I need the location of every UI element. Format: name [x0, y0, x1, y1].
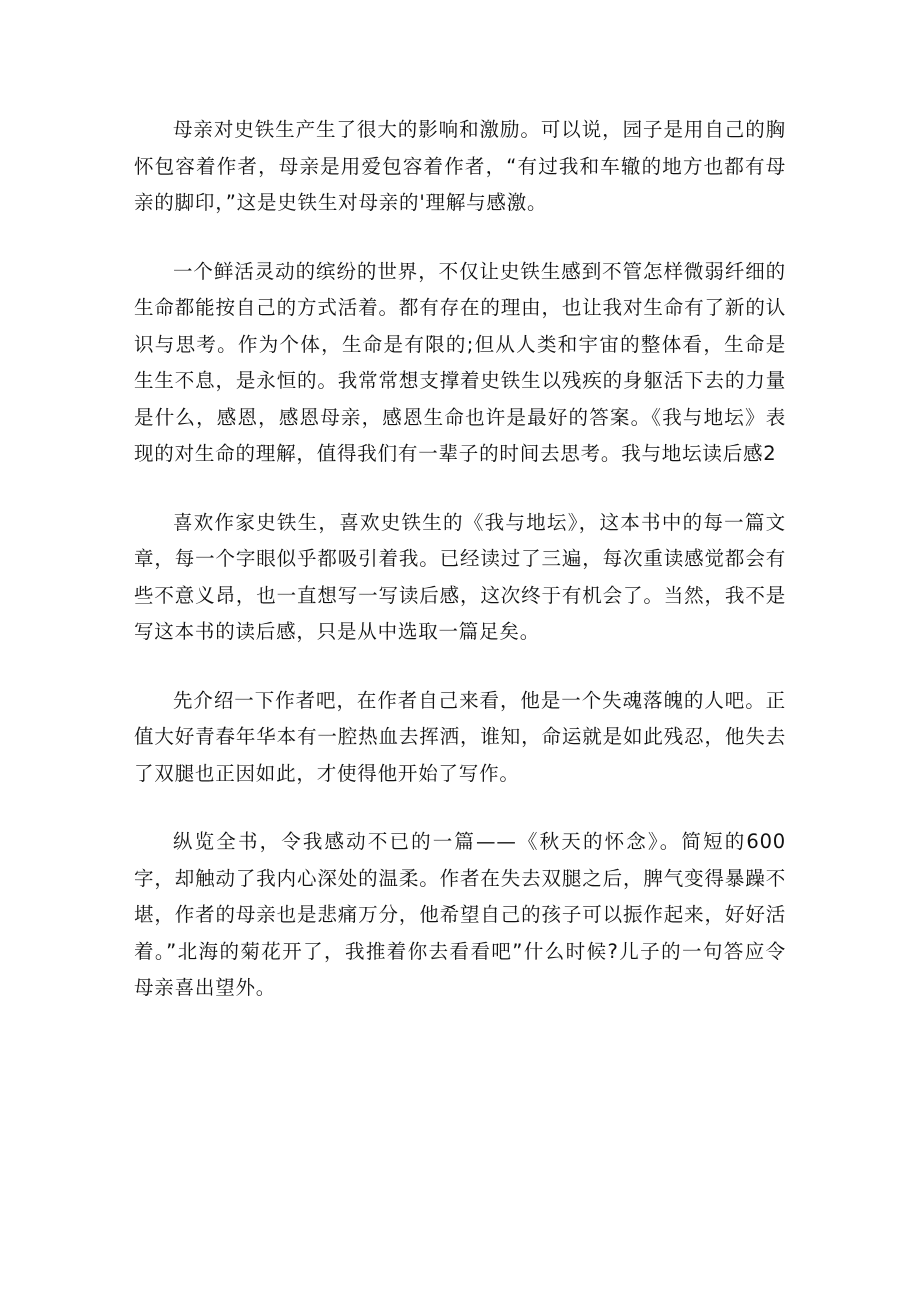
paragraph-3: 喜欢作家史铁生，喜欢史铁生的《我与地坛》，这本书中的每一篇文章，每一个字眼似乎都吸引着我。已经读过了三遍，每次重读感觉都会有些不意义昂，也一直想写一写读后感，这次终于有机会了。当然，我不是写这本书的读后感，只是从中选取一篇足矣。 — [134, 510, 786, 643]
paragraph-4: 先介绍一下作者吧，在作者自己来看，他是一个失魂落魄的人吧。正值大好青春年华本有一腔热血去挥洒，谁知，命运就是如此残忍，他失去了双腿也正因如此，才使得他开始了写作。 — [134, 688, 786, 785]
paragraph-1: 母亲对史铁生产生了很大的影响和激励。可以说，园子是用自己的胸怀包容着作者，母亲是用爱包容着作者，“有过我和车辙的地方也都有母亲的脚印，”这是史铁生对母亲的'理解与感激。 — [134, 118, 786, 214]
paragraph-2: 一个鲜活灵动的缤纷的世界，不仅让史铁生感到不管怎样微弱纤细的生命都能按自己的方式活着。都有存在的理由，也让我对生命有了新的认识与思考。作为个体，生命是有限的;但从人类和宇宙的整体看，生命是生生不息，是永恒的。我常常想支撑着史铁生以残疾的身躯活下去的力量是什么，感恩，感恩母亲，感恩生命也许是最好的答案。《我与地坛》表现的对生命的理解，值得我们有一辈子的时间去思考。我与地坛读后感2 — [134, 259, 786, 465]
paragraph-5: 纵览全书，令我感动不已的一篇——《秋天的怀念》。简短的600字，却触动了我内心深处的温柔。作者在失去双腿之后，脾气变得暴躁不堪，作者的母亲也是悲痛万分，他希望自己的孩子可以振作起来，好好活着。”北海的菊花开了，我推着你去看看吧”什么时候?儿子的一句答应令母亲喜出望外。 — [134, 830, 786, 999]
document-body — [134, 112, 786, 1039]
